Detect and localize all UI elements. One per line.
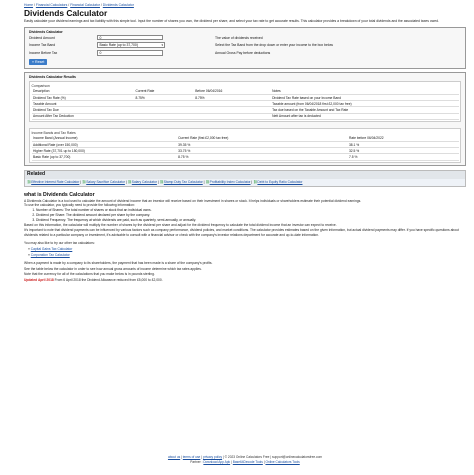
table-row xyxy=(32,113,459,119)
breadcrumb-financial-calculators[interactable]: Financial Calculators xyxy=(35,3,68,7)
partner-link[interactable]: Online Calculators Tools xyxy=(265,460,300,464)
income-before-tax-label: Income Before Tax xyxy=(29,51,58,56)
results-panel xyxy=(24,72,466,166)
related-section xyxy=(24,170,466,187)
bands-title: Income Bands and Tax Rates xyxy=(31,130,76,135)
cell xyxy=(134,113,194,119)
income-tax-band-select[interactable] xyxy=(97,42,165,48)
col-current-rate: Current Rate xyxy=(134,89,194,95)
income-before-tax-help: Annual Gross Pay before deductions xyxy=(215,51,271,56)
cell: Dividend Tax Due xyxy=(32,107,134,113)
cell: Taxable Amount xyxy=(32,101,134,107)
article-paragraph: To use the calculator, you typically need to provide the following information: xyxy=(24,203,135,208)
breadcrumb: Home / Financial Calculators / Financial Calculator / Dividends Calculator xyxy=(24,3,134,7)
col-notes: Notes xyxy=(271,89,459,95)
link-icon: ⛓ xyxy=(27,179,32,184)
reset-button[interactable]: » Reset xyxy=(29,59,47,66)
related-link[interactable]: Salary Sacrifice Calculator xyxy=(86,179,125,184)
cell: 38.1 % xyxy=(347,141,458,147)
dividend-amount-help: The value of dividends received xyxy=(215,35,263,40)
capital-gains-tax-link[interactable]: Capital Gains Tax Calculator xyxy=(30,247,73,252)
cell: 8.75% xyxy=(194,95,271,101)
article-paragraph: Based on this information, the calculator will multiply the number of shares by the dividend per share and adjust for the dividend frequency to calculate the total dividend income that an investor can expect to receive. xyxy=(24,222,337,227)
col-rate-before: Rate before 06/04/2022 xyxy=(347,136,458,142)
corporation-tax-link[interactable]: Corporation Tax Calculator xyxy=(30,253,70,258)
form-title: Dividends Calculator xyxy=(29,29,63,34)
article-paragraph: See the table below the calculator in order to see how annual gross amounts of income determine which tax rates applies. xyxy=(24,266,202,271)
list-item: 1. Number of Shares: The total number of shares or stock that an individual owns. xyxy=(36,208,466,213)
page xyxy=(24,2,466,282)
bands-table xyxy=(32,136,459,161)
cell: Basic Rate (up to 37,700) xyxy=(32,154,177,160)
partner-label: Partner : xyxy=(190,460,203,464)
calculator-form xyxy=(24,27,466,70)
list-item: » Corporation Tax Calculator xyxy=(28,253,70,258)
dividend-amount-input[interactable]: 0 xyxy=(97,35,163,41)
info-list xyxy=(36,208,466,223)
cell: 32.5 % xyxy=(347,148,458,154)
cell: 39.35 % xyxy=(177,141,348,147)
article-paragraph: It's important to note that dividend payments can be influenced by various factors such as company performance, dividend policies, and market conditions. The calculator provides estimates based on the given information, but actual dividend payments may differ. If you have specific questions about dividends related to a particular company or investment, it's advisable to consult with a financial advisor or check with the company's investor relations department for accurate and up-to-date information. xyxy=(24,228,459,237)
cell: 7.5 % xyxy=(347,154,458,160)
cell xyxy=(194,113,271,119)
about-us-link[interactable]: about us xyxy=(167,455,181,459)
article-paragraph: You may also like to try our other tax calculators: xyxy=(24,241,95,246)
article-paragraph: Note that the currency for all of the calculations that you make below is in pounds sterling. xyxy=(24,272,155,277)
page-title: Dividends Calculator xyxy=(24,8,108,18)
cell: Taxable amount (from 06/04/2018 first £2,000 tax free) xyxy=(271,101,459,107)
list-item: 3. Dividend Frequency: The frequency at which dividends are paid, such as quarterly, semi-annually, or annually. xyxy=(36,218,466,223)
related-link[interactable]: Profitability Index Calculator xyxy=(209,179,251,184)
income-tax-band-help: Select the Tax Band from the drop down or enter your income to the box below xyxy=(215,43,333,48)
breadcrumb-dividends-calculator[interactable]: Dividends Calculator xyxy=(102,3,134,7)
partner-link[interactable]: Download App Apk xyxy=(203,460,231,464)
related-title: Related xyxy=(25,171,465,179)
support-email: support@onlinecalculatorsfree.com xyxy=(272,455,323,459)
col-income-band: Income Band (Annual Income) xyxy=(32,136,177,142)
cell: Amount After Tax Deduction xyxy=(32,113,134,119)
privacy-link[interactable]: privacy policy xyxy=(202,455,223,459)
income-before-tax-input[interactable]: 0 xyxy=(97,50,163,56)
breadcrumb-home[interactable]: Home xyxy=(24,3,34,7)
breadcrumb-financial-calculator[interactable]: Financial Calculator xyxy=(70,3,100,7)
cell: 8.75% xyxy=(134,95,194,101)
link-icon: ⛓ xyxy=(159,179,164,184)
copyright: © 2023 Online Calculators Free xyxy=(224,455,270,459)
intro-text: Easily calculate your dividend earnings and tax liability with this simple tool. Input the number of shares you own, the dividend per share, and select your tax rate to get accurate results. This calculator provides a breakdown of your total dividends and the associated taxes owed. xyxy=(24,19,439,23)
related-link[interactable]: Salary Calculator xyxy=(131,179,157,184)
link-icon: ⛓ xyxy=(127,179,132,184)
table-row xyxy=(32,154,459,160)
updated-label: Updated April 2018 xyxy=(24,277,54,282)
updated-note xyxy=(24,278,466,283)
cell: Nett Amount after tax is deducted xyxy=(271,113,459,119)
income-tax-band-label: Income Tax Band xyxy=(29,43,56,48)
income-tax-band-value: Basic Rate (up to 37,700) xyxy=(99,43,138,48)
other-calculators-list xyxy=(28,246,466,258)
related-link[interactable]: Effective Interest Rate Calculator xyxy=(31,179,80,184)
partner-link[interactable]: Base64Decode Tools xyxy=(232,460,263,464)
results-table xyxy=(32,89,459,120)
footer-line-1: about us | terms of use | privacy policy | © 2023 Online Calculators Free | support@onlinecalculatorsfree.com xyxy=(167,455,323,459)
article-paragraph: A Dividends Calculator is a tool used to calculate the amount of dividend income that an investor will receive based on their investment in shares or stock. It helps individuals or shareholders estimate their potential dividend earnings. xyxy=(24,198,362,203)
cell: 8.75 % xyxy=(177,154,348,160)
link-icon: ⛓ xyxy=(253,179,258,184)
article-paragraph: When a payment is made by a company to its shareholders, the payment that has been made is a share of the company's profits. xyxy=(24,261,213,266)
col-description: Description xyxy=(32,89,134,95)
col-current-rate: Current Rate (first £2,000 tax free) xyxy=(177,136,348,142)
cell: Dividend Tax Rate (%) xyxy=(32,95,134,101)
comparison-label: Comparison xyxy=(31,83,50,88)
chevron-down-icon: ▾ xyxy=(161,43,163,48)
related-link[interactable]: Debt to Equity Ratio Calculator xyxy=(257,179,303,184)
cell: Tax due based on the Taxable Amount and Tax Rate xyxy=(271,107,459,113)
terms-link[interactable]: terms of use xyxy=(182,455,201,459)
cell: Higher Rate (37,701 up to 150,000) xyxy=(32,148,177,154)
results-title: Dividends Calculator Results xyxy=(29,75,76,80)
cell: 33.75 % xyxy=(177,148,348,154)
list-item: 2. Dividend per Share: The dividend amount declared per share by the company. xyxy=(36,213,466,218)
related-link[interactable]: Stamp Duty Tax Calculator xyxy=(163,179,203,184)
footer-line-2: Partner : Download App Apk | Base64Decode Tools | Online Calculators Tools xyxy=(190,460,300,464)
dividend-amount-label: Dividend Amount xyxy=(29,35,55,40)
col-before-date: Before 06/04/2016 xyxy=(194,89,271,95)
footer xyxy=(24,455,466,465)
link-icon: ⛓ xyxy=(205,179,210,184)
cell: Additional Rate (over 150,000) xyxy=(32,141,177,147)
article-heading: what is Dividends Calculator xyxy=(24,191,95,198)
link-icon: ⛓ xyxy=(82,179,87,184)
updated-text: From 6 April 2018 the Dividend Allowance reduced from £5,000 to £2,000. xyxy=(53,277,163,282)
related-links: ⛓Effective Interest Rate Calculator | ⛓Salary Sacrifice Calculator | ⛓Salary Calculator | ⛓Stamp Duty Tax Calculator | ⛓Profitability Index Calculator | ⛓Debt to Equity Ratio Calculator xyxy=(27,179,303,184)
list-item: » Capital Gains Tax Calculator xyxy=(28,247,73,252)
cell: Dividend Tax Rate based on your Income Band xyxy=(271,95,459,101)
